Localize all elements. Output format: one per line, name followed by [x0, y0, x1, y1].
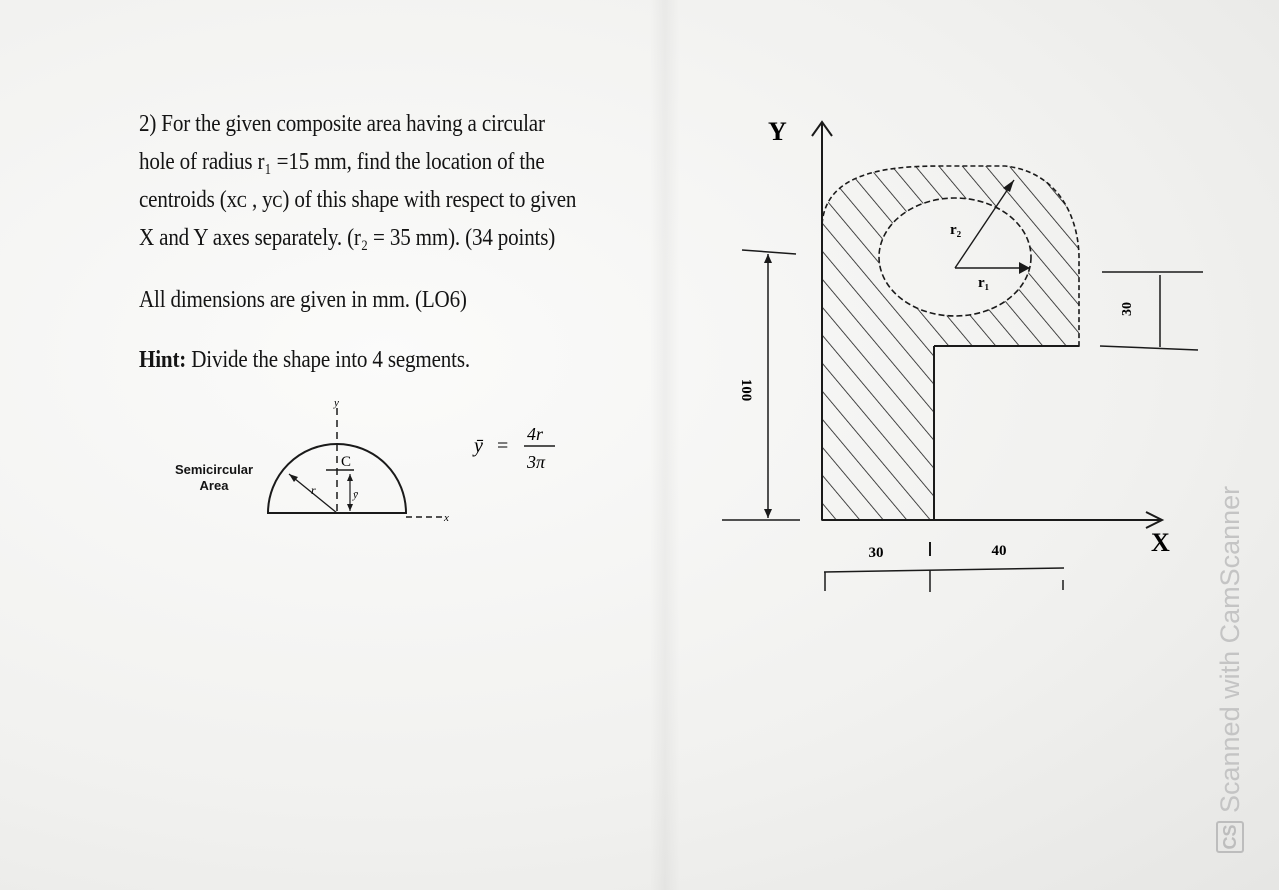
ybar-label: ȳ: [353, 489, 358, 501]
base-dim-line: [824, 568, 1064, 572]
hint-label: Hint:: [139, 346, 187, 373]
right-dim-ext-bottom: [1100, 346, 1198, 350]
formula-denominator: 3π: [527, 452, 546, 472]
camscanner-logo: CS: [1216, 821, 1244, 853]
x-axis-label: X: [1151, 528, 1170, 557]
question-line-2: hole of radius r₁ =15 mm, find the location of the: [139, 148, 545, 175]
r2-label: r₂: [950, 222, 962, 238]
semicircle-x-label: x: [444, 512, 449, 524]
base-dim-left-label: 30: [868, 545, 884, 561]
height-dim-label: 100: [738, 378, 754, 402]
question-line-3: centroids (xᴄ , yᴄ) of this shape with respect to given: [139, 186, 577, 213]
camscanner-text: Scanned with CamScanner: [1214, 485, 1245, 813]
formula-lhs: ȳ: [474, 435, 483, 457]
semicircle-label-line2: Area: [199, 478, 229, 493]
dimensions-note: All dimensions are given in mm. (LO6): [139, 286, 467, 313]
radius-label: r: [311, 483, 316, 497]
hint-text: Divide the shape into 4 segments.: [191, 346, 470, 373]
question-line-1: 2) For the given composite area having a circular: [139, 110, 545, 137]
y-axis-label: Y: [768, 117, 787, 146]
semicircle-label-line1: Semicircular: [174, 462, 254, 477]
height-dim-ext-top: [742, 250, 796, 254]
height-dim-arrow-top: [764, 254, 772, 263]
centroid-label: C: [341, 454, 352, 470]
right-dim-label: 30: [1120, 302, 1135, 316]
camscanner-watermark: [1212, 373, 1248, 853]
r1-label: r₁: [978, 275, 990, 291]
base-dim-right-label: 40: [991, 543, 1007, 559]
semicircle-y-label: y: [334, 397, 339, 409]
formula-equals: =: [497, 435, 509, 457]
composite-shape: [822, 166, 1079, 520]
height-dim-arrow-bottom: [764, 509, 772, 518]
formula-numerator: 4r: [527, 424, 544, 444]
question-line-4: X and Y axes separately. (r₂ = 35 mm). (34 points): [139, 224, 556, 251]
